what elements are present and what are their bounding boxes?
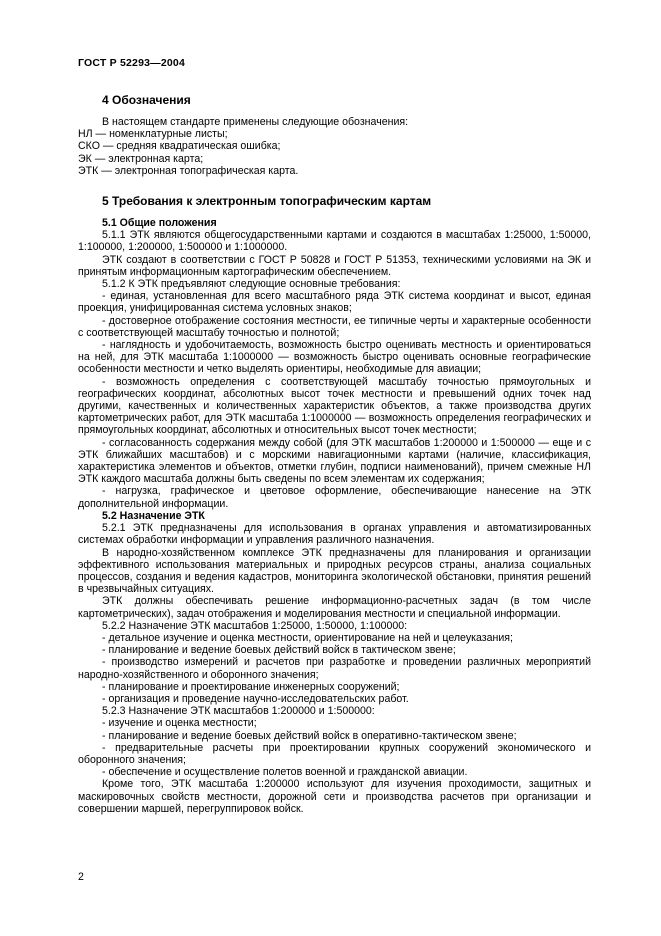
paragraph: 5.2.1 ЭТК предназначены для использования в органах управления и автоматизированных системах обработки информации и управления различного назначения. bbox=[78, 522, 591, 547]
list-item: - возможность определения с соответствующей масштабу точностью прямоугольных и географических координат, абсолютных высот точек местности и превышений одних точек над другими, качественных и количественных характеристик объектов, а также производства других картометрических работ, для ЭТК масштаба 1:1000000 — возможность определения географических и прямоугольных координат, абсолютных и относительных высот точек местности; bbox=[78, 375, 591, 437]
document-body bbox=[78, 93, 591, 815]
list-item: - планирование и проектирование инженерных сооружений; bbox=[102, 680, 400, 693]
paragraph: 5.1.2 К ЭТК предъявляют следующие основные требования: bbox=[102, 278, 401, 291]
definition: ЭК — электронная карта; bbox=[78, 152, 204, 165]
section-heading: 5 Требования к электронным топографическим картам bbox=[102, 194, 432, 209]
doc-number: ГОСТ Р 52293—2004 bbox=[78, 57, 186, 69]
list-item: - единая, установленная для всего масштабного ряда ЭТК система координат и высот, единая проекция, унифицированная система условных знаков; bbox=[78, 290, 591, 315]
section-heading: 4 Обозначения bbox=[102, 93, 191, 107]
paragraph: 5.1.1 ЭТК являются общегосударственными картами и создаются в масштабах 1:25000, 1:50000, 1:100000, 1:200000, 1:500000 и 1:1000000. bbox=[78, 229, 591, 254]
list-item: - достоверное отображение состояния местности, ее типичные черты и характерные особенности с соответствующей масштабу точностью и полнотой; bbox=[78, 314, 591, 339]
paragraph: ЭТК создают в соответствии с ГОСТ Р 50828 и ГОСТ Р 51353, техническими условиями на ЭК и принятым информационным картографическим обеспечением. bbox=[78, 253, 591, 278]
paragraph: В народно-хозяйственном комплексе ЭТК предназначены для планирования и организации эффективного использования материальных и природных ресурсов страны, анализа социальных процессов, создания и ведения кадастров, мониторинга экологической обстановки, принятия решений в чрезвычайных ситуациях. bbox=[78, 546, 591, 596]
paragraph: В настоящем стандарте применены следующие обозначения: bbox=[102, 116, 409, 128]
list-item: - согласованность содержания между собой (для ЭТК масштабов 1:200000 и 1:500000 — еще и с ЭТК ближайших масштабов) и с морскими навигационными картами (наличие, классификация, характеристика элементов и объектов, отметки глубин, подписи наименований), причем смежные НЛ ЭТК каждого масштаба должны быть сведены по всем элементам их содержания; bbox=[78, 436, 591, 486]
list-item: - детальное изучение и оценка местности, ориентирование на ней и целеуказания; bbox=[102, 631, 513, 644]
paragraph: ЭТК должны обеспечивать решение информационно-расчетных задач (в том числе картометрических), задач отображения и моделирования местности и специальной информации. bbox=[78, 595, 591, 620]
subsection-heading: 5.2 Назначение ЭТК bbox=[102, 509, 205, 522]
list-item: - производство измерений и расчетов при разработке и проведении различных мероприятий народно-хозяйственного и оборонного значения; bbox=[78, 656, 591, 681]
definition: СКО — средняя квадратическая ошибка; bbox=[78, 140, 281, 153]
list-item: - изучение и оценка местности; bbox=[102, 717, 257, 730]
definition: НЛ — номенклатурные листы; bbox=[78, 128, 228, 141]
paragraph: 5.2.2 Назначение ЭТК масштабов 1:25000, 1:50000, 1:100000: bbox=[102, 619, 408, 632]
subsection-heading: 5.1 Общие положения bbox=[102, 217, 217, 230]
paragraph: Кроме того, ЭТК масштаба 1:200000 используют для изучения проходимости, защитных и маскировочных свойств местности, дорожной сети и производства расчетов при организации и совершении маршей, перегруппировок войск. bbox=[78, 778, 591, 815]
list-item: - организация и проведение научно-исследовательских работ. bbox=[102, 692, 409, 705]
definition: ЭТК — электронная топографическая карта. bbox=[78, 164, 299, 177]
list-item: - предварительные расчеты при проектировании крупных сооружений экономического и оборонного значения; bbox=[78, 741, 591, 766]
list-item: - планирование и ведение боевых действий войск в оперативно-тактическом звене; bbox=[102, 729, 517, 742]
paragraph: 5.2.3 Назначение ЭТК масштабов 1:200000 и 1:500000: bbox=[102, 705, 375, 718]
page-number: 2 bbox=[78, 871, 84, 883]
list-item: - планирование и ведение боевых действий войск в тактическом звене; bbox=[102, 644, 456, 657]
list-item: - обеспечение и осуществление полетов военной и гражданской авиации. bbox=[102, 766, 468, 779]
list-item: - нагрузка, графическое и цветовое оформление, обеспечивающие нанесение на ЭТК дополнительной информации. bbox=[78, 485, 591, 510]
list-item: - наглядность и удобочитаемость, возможность быстро оценивать местность и ориентироваться на ней, для ЭТК масштаба 1:1000000 — возможность быстро оценивать основные географические особенности местности и четко выделять ориентиры, необходимые для авиации; bbox=[78, 339, 591, 376]
